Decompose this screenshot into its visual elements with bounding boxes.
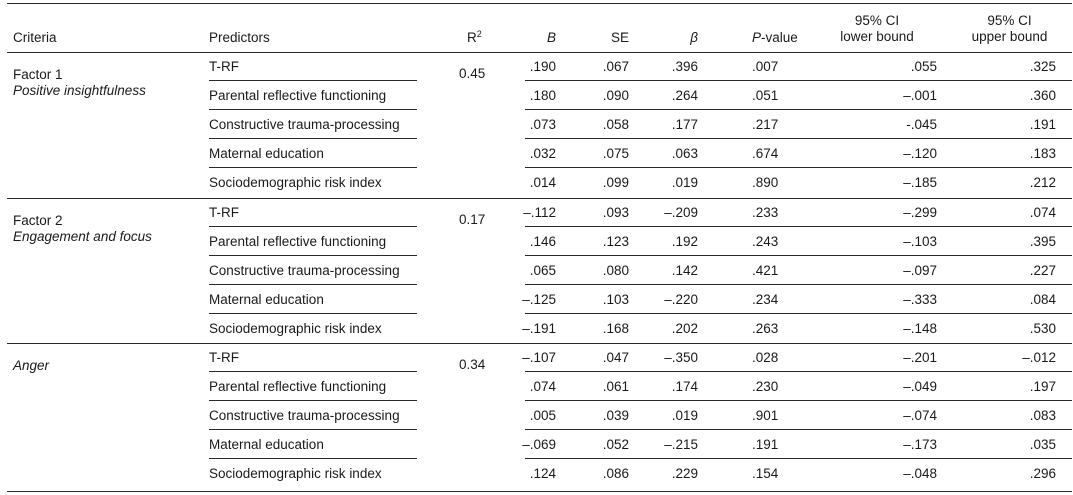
row-rule-values xyxy=(525,313,1072,314)
predictor-label: Sociodemographic risk index xyxy=(209,175,382,190)
predictor-label: Sociodemographic risk index xyxy=(209,321,382,336)
cell-se: .093 xyxy=(602,205,629,220)
row-rule-predictor xyxy=(209,400,417,401)
cell-beta: .177 xyxy=(671,117,698,132)
header-r2 xyxy=(467,30,482,47)
cell-beta: .174 xyxy=(671,379,698,394)
cell-lower: –.148 xyxy=(903,321,937,336)
row-rule-predictor xyxy=(209,80,417,81)
header-rule xyxy=(7,52,1072,53)
header-ci-upper-line1: 95% CI xyxy=(987,13,1032,28)
cell-se: .086 xyxy=(602,466,629,481)
cell-p: .051 xyxy=(752,88,779,103)
cell-upper: .227 xyxy=(1029,263,1056,278)
cell-p: .421 xyxy=(752,263,779,278)
cell-p: .007 xyxy=(752,59,779,74)
header-ci-lower-line2: lower bound xyxy=(840,29,914,44)
cell-beta: .019 xyxy=(671,175,698,190)
cell-p: .890 xyxy=(752,175,779,190)
cell-beta: –.215 xyxy=(664,437,698,452)
cell-b: .146 xyxy=(529,234,556,249)
cell-b: .190 xyxy=(529,59,556,74)
cell-se: .061 xyxy=(602,379,629,394)
cell-p: .028 xyxy=(752,350,779,365)
predictor-label: Maternal education xyxy=(209,292,324,307)
criteria-subtitle: Positive insightfulness xyxy=(13,83,146,98)
r-squared-value: 0.45 xyxy=(459,66,486,81)
header-p-italic: P xyxy=(752,30,762,45)
cell-lower: –.097 xyxy=(903,263,937,278)
bottom-rule xyxy=(7,491,1072,492)
row-rule-values xyxy=(525,400,1072,401)
cell-p: .191 xyxy=(752,437,779,452)
cell-upper: .035 xyxy=(1029,437,1056,452)
cell-upper: .395 xyxy=(1029,234,1056,249)
predictor-label: Parental reflective functioning xyxy=(209,88,387,103)
predictor-label: Maternal education xyxy=(209,146,324,161)
cell-se: .168 xyxy=(602,321,629,336)
cell-upper: .083 xyxy=(1029,408,1056,423)
cell-se: .039 xyxy=(602,408,629,423)
header-predictors: Predictors xyxy=(209,30,270,45)
row-rule-predictor xyxy=(209,109,417,110)
cell-p: .263 xyxy=(752,321,779,336)
cell-b: .032 xyxy=(529,146,556,161)
group-rule xyxy=(7,343,1072,344)
cell-b: –.069 xyxy=(522,437,556,452)
cell-b: .074 xyxy=(529,379,556,394)
cell-lower: –.120 xyxy=(903,146,937,161)
criteria-subtitle: Anger xyxy=(13,358,50,373)
cell-b: .073 xyxy=(529,117,556,132)
header-se: SE xyxy=(610,30,629,45)
cell-upper: .084 xyxy=(1029,292,1056,307)
cell-p: .154 xyxy=(752,466,779,481)
cell-se: .123 xyxy=(602,234,629,249)
row-rule-predictor xyxy=(209,429,417,430)
predictor-label: Parental reflective functioning xyxy=(209,234,387,249)
cell-se: .052 xyxy=(602,437,629,452)
cell-lower: –.103 xyxy=(903,234,937,249)
cell-beta: –.209 xyxy=(664,205,698,220)
cell-b: –.107 xyxy=(522,350,556,365)
cell-upper: .197 xyxy=(1029,379,1056,394)
cell-beta: .229 xyxy=(671,466,698,481)
header-r2-superscript: 2 xyxy=(476,29,482,39)
cell-se: .090 xyxy=(602,88,629,103)
predictor-label: T-RF xyxy=(209,350,239,365)
cell-beta: .202 xyxy=(671,321,698,336)
cell-se: .067 xyxy=(602,59,629,74)
cell-lower: –.333 xyxy=(903,292,937,307)
criteria-subtitle: Engagement and focus xyxy=(13,229,152,244)
criteria-name: Factor 2 xyxy=(13,213,63,228)
cell-beta: .142 xyxy=(671,263,698,278)
predictor-label: Constructive trauma-processing xyxy=(209,263,400,278)
cell-p: .243 xyxy=(752,234,779,249)
cell-beta: –.350 xyxy=(664,350,698,365)
row-rule-values xyxy=(525,429,1072,430)
header-criteria: Criteria xyxy=(13,30,57,45)
row-rule-predictor xyxy=(209,284,417,285)
cell-p: .217 xyxy=(752,117,779,132)
row-rule-predictor xyxy=(209,371,417,372)
cell-b: –.191 xyxy=(522,321,556,336)
header-p-rest: -value xyxy=(761,30,798,45)
cell-lower: –.201 xyxy=(903,350,937,365)
predictor-label: T-RF xyxy=(209,59,239,74)
cell-upper: –.012 xyxy=(1022,350,1056,365)
cell-lower: –.001 xyxy=(903,88,937,103)
header-ci-upper-line2: upper bound xyxy=(971,29,1048,44)
row-rule-values xyxy=(525,109,1072,110)
cell-se: .075 xyxy=(602,146,629,161)
cell-upper: .325 xyxy=(1029,59,1056,74)
cell-se: .103 xyxy=(602,292,629,307)
row-rule-values xyxy=(525,138,1072,139)
cell-b: .065 xyxy=(529,263,556,278)
cell-b: .005 xyxy=(529,408,556,423)
predictor-label: Constructive trauma-processing xyxy=(209,117,400,132)
cell-lower: –.185 xyxy=(903,175,937,190)
cell-upper: .074 xyxy=(1029,205,1056,220)
cell-p: .901 xyxy=(752,408,779,423)
cell-p: .230 xyxy=(752,379,779,394)
group-rule xyxy=(7,198,1072,199)
predictor-label: Constructive trauma-processing xyxy=(209,408,400,423)
cell-lower: -.045 xyxy=(906,117,937,132)
row-rule-predictor xyxy=(209,313,417,314)
cell-lower: –.074 xyxy=(903,408,937,423)
row-rule-values xyxy=(525,167,1072,168)
cell-beta: –.220 xyxy=(664,292,698,307)
header-p-value xyxy=(752,30,798,46)
cell-upper: .191 xyxy=(1029,117,1056,132)
cell-se: .080 xyxy=(602,263,629,278)
cell-lower: –.048 xyxy=(903,466,937,481)
predictor-label: Sociodemographic risk index xyxy=(209,466,382,481)
header-ci-lower-line1: 95% CI xyxy=(854,13,900,28)
predictor-label: Maternal education xyxy=(209,437,324,452)
cell-se: .047 xyxy=(602,350,629,365)
cell-b: –.112 xyxy=(523,205,556,220)
cell-se: .058 xyxy=(602,117,629,132)
cell-p: .234 xyxy=(752,292,779,307)
cell-beta: .019 xyxy=(671,408,698,423)
cell-lower: –.049 xyxy=(903,379,937,394)
top-rule xyxy=(7,3,1072,4)
cell-beta: .396 xyxy=(671,59,698,74)
cell-se: .099 xyxy=(602,175,629,190)
cell-upper: .183 xyxy=(1029,146,1056,161)
header-ci-lower xyxy=(817,13,937,45)
cell-lower: –.299 xyxy=(903,205,937,220)
cell-lower: .055 xyxy=(910,59,937,74)
r-squared-value: 0.17 xyxy=(459,212,486,227)
cell-beta: .264 xyxy=(671,88,698,103)
cell-beta: .192 xyxy=(671,234,698,249)
header-ci-upper xyxy=(952,13,1067,45)
row-rule-values xyxy=(525,255,1072,256)
row-rule-predictor xyxy=(209,167,417,168)
cell-b: .124 xyxy=(529,466,556,481)
row-rule-values xyxy=(525,458,1072,459)
cell-b: .180 xyxy=(529,88,556,103)
cell-beta: .063 xyxy=(671,146,698,161)
cell-upper: .296 xyxy=(1029,466,1056,481)
regression-table xyxy=(7,0,1072,495)
cell-p: .233 xyxy=(752,205,779,220)
row-rule-values xyxy=(525,371,1072,372)
row-rule-predictor xyxy=(209,255,417,256)
cell-p: .674 xyxy=(752,146,779,161)
row-rule-predictor xyxy=(209,138,417,139)
cell-b: –.125 xyxy=(522,292,556,307)
r-squared-value: 0.34 xyxy=(459,357,486,372)
cell-upper: .212 xyxy=(1029,175,1056,190)
row-rule-values xyxy=(525,284,1072,285)
row-rule-values xyxy=(525,80,1072,81)
header-beta: β xyxy=(690,30,698,45)
header-b: B xyxy=(546,30,556,45)
cell-lower: –.173 xyxy=(903,437,937,452)
cell-upper: .530 xyxy=(1029,321,1056,336)
cell-upper: .360 xyxy=(1029,88,1056,103)
predictor-label: T-RF xyxy=(209,205,239,220)
predictor-label: Parental reflective functioning xyxy=(209,379,387,394)
row-rule-values xyxy=(525,226,1072,227)
row-rule-predictor xyxy=(209,458,417,459)
cell-b: .014 xyxy=(529,175,556,190)
criteria-name: Factor 1 xyxy=(13,67,63,82)
row-rule-predictor xyxy=(209,226,417,227)
header-r2-base: R xyxy=(467,30,477,45)
